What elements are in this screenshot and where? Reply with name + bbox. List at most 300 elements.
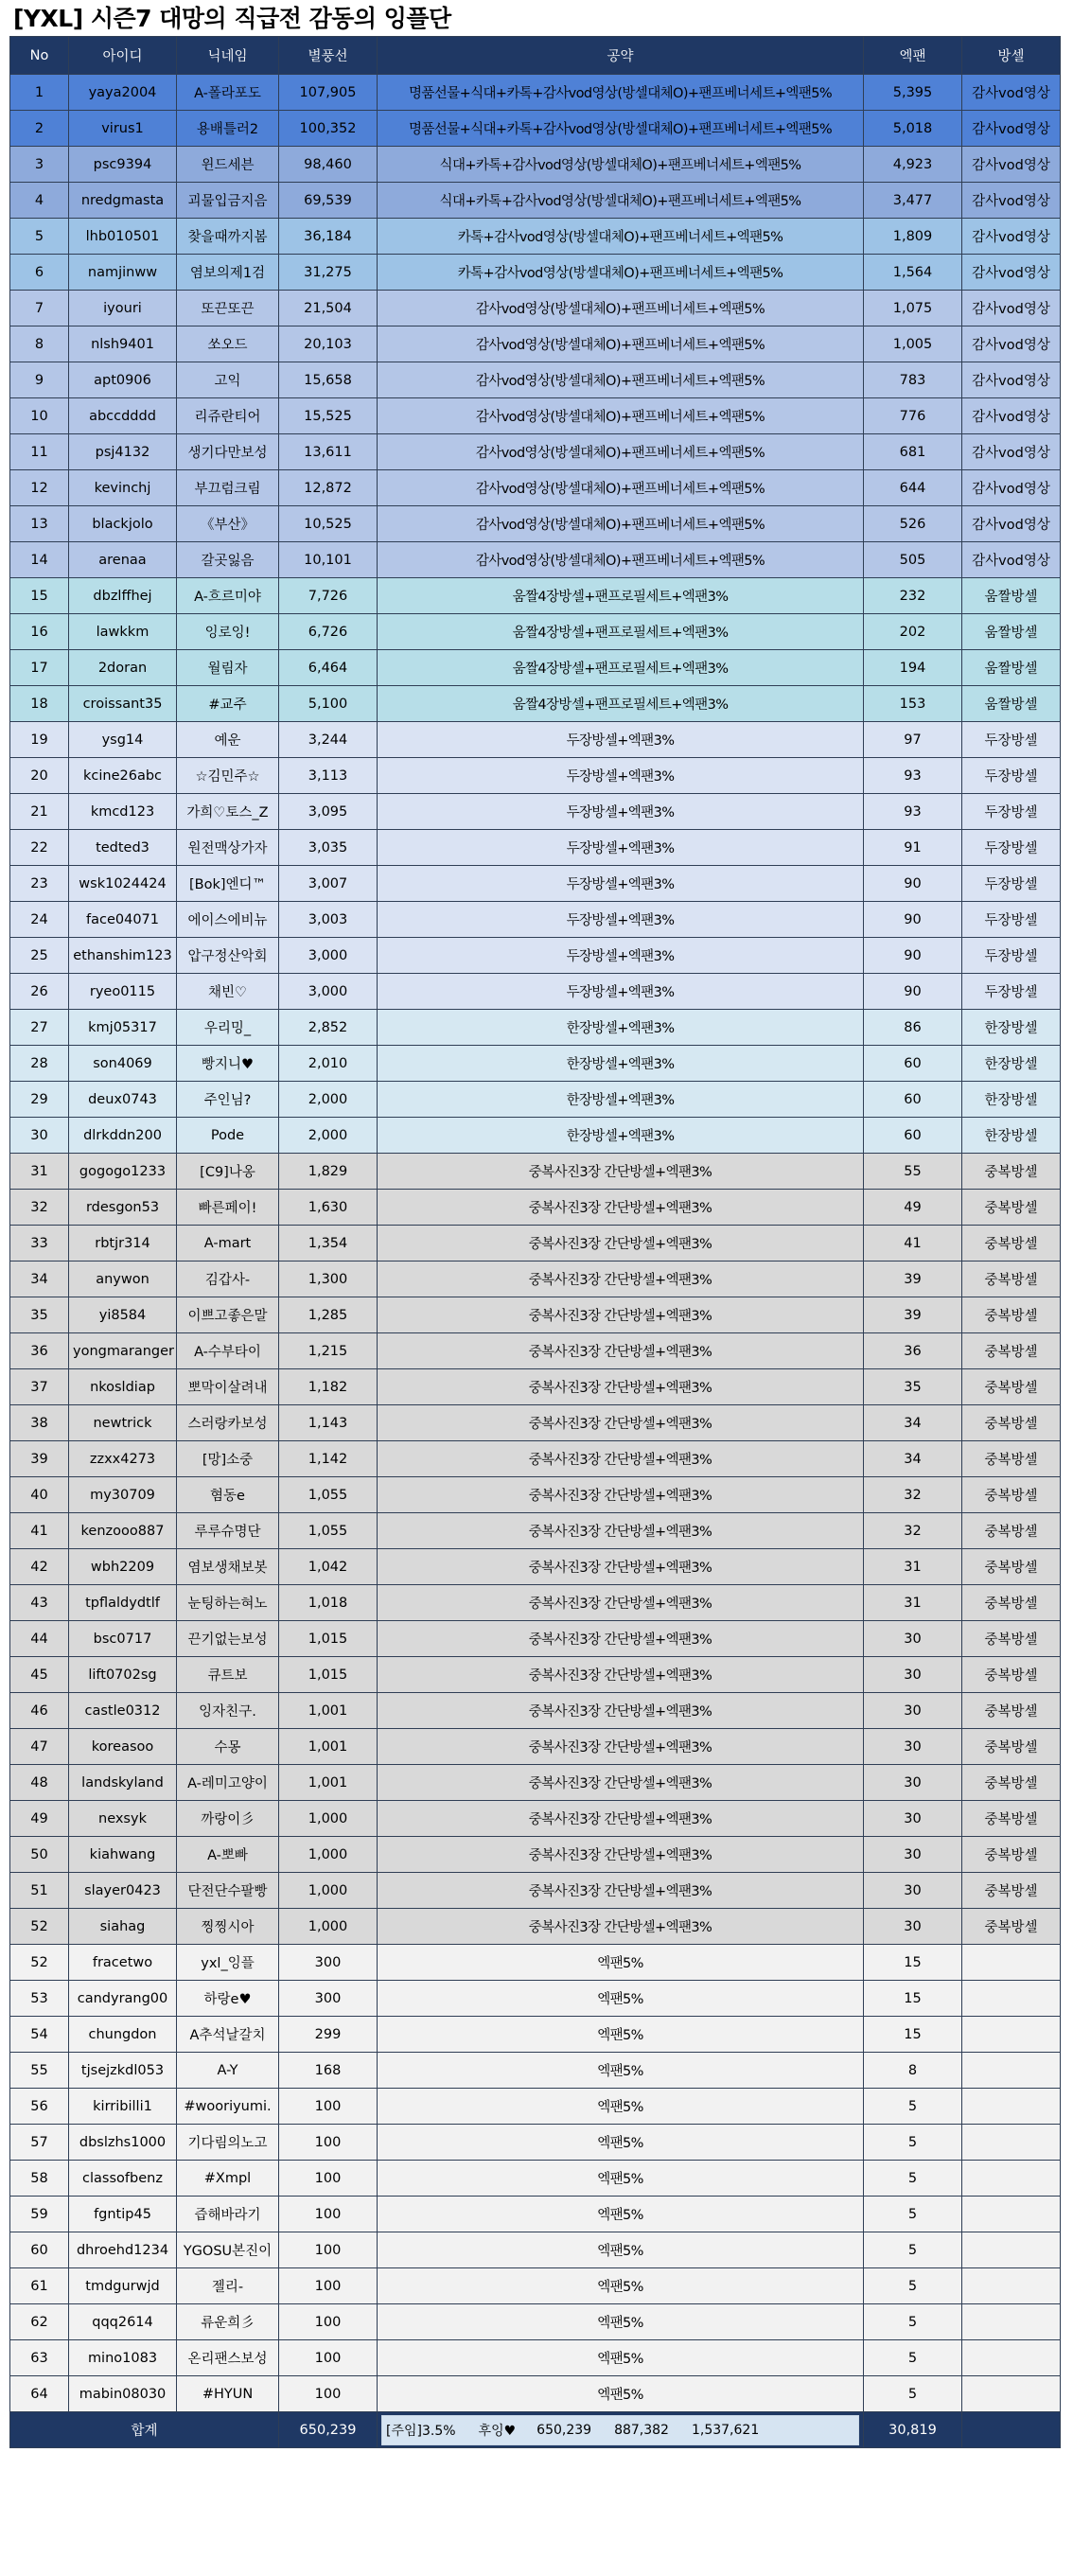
cell-no: 14 xyxy=(10,542,69,578)
cell-bangsel: 중복방셀 xyxy=(962,1693,1061,1729)
cell-pledge: 엑팬5% xyxy=(378,2304,864,2340)
cell-balloons: 3,003 xyxy=(279,902,378,938)
cell-balloons: 98,460 xyxy=(279,147,378,183)
cell-pledge: 한장방셀+엑팬3% xyxy=(378,1010,864,1046)
cell-nickname: yxl_잉플 xyxy=(177,1945,279,1981)
cell-no: 54 xyxy=(10,2017,69,2053)
cell-expan: 30 xyxy=(864,1801,962,1837)
cell-nickname: A-레미고양이 xyxy=(177,1765,279,1801)
cell-no: 52 xyxy=(10,1945,69,1981)
cell-bangsel: 감사vod영상 xyxy=(962,291,1061,326)
cell-expan: 30 xyxy=(864,1693,962,1729)
table-row xyxy=(10,470,1061,506)
cell-pledge: 중복사진3장 간단방셀+엑팬3% xyxy=(378,1441,864,1477)
cell-nickname: A-흐르미야 xyxy=(177,578,279,614)
cell-bangsel: 두장방셀 xyxy=(962,866,1061,902)
cell-expan: 32 xyxy=(864,1477,962,1513)
table-row xyxy=(10,434,1061,470)
cell-balloons: 1,001 xyxy=(279,1765,378,1801)
cell-balloons: 1,285 xyxy=(279,1297,378,1333)
cell-id: nkosldiap xyxy=(69,1369,177,1405)
cell-balloons: 2,000 xyxy=(279,1082,378,1118)
cell-id: yongmaranger xyxy=(69,1333,177,1369)
cell-bangsel xyxy=(962,2304,1061,2340)
cell-pledge: 두장방셀+엑팬3% xyxy=(378,758,864,794)
footer-total-balloons: 650,239 xyxy=(279,2412,378,2448)
cell-id: fgntip45 xyxy=(69,2197,177,2232)
cell-no: 49 xyxy=(10,1801,69,1837)
table-row xyxy=(10,2017,1061,2053)
cell-id: ethanshim123 xyxy=(69,938,177,974)
cell-balloons: 3,035 xyxy=(279,830,378,866)
cell-bangsel xyxy=(962,2376,1061,2412)
cell-nickname: 혐동e xyxy=(177,1477,279,1513)
cell-id: ysg14 xyxy=(69,722,177,758)
cell-id: rbtjr314 xyxy=(69,1226,177,1262)
cell-id: castle0312 xyxy=(69,1693,177,1729)
cell-nickname: 루루슈명단 xyxy=(177,1513,279,1549)
cell-no: 40 xyxy=(10,1477,69,1513)
cell-balloons: 20,103 xyxy=(279,326,378,362)
cell-pledge: 중복사진3장 간단방셀+엑팬3% xyxy=(378,1873,864,1909)
cell-id: lift0702sg xyxy=(69,1657,177,1693)
table-header-row xyxy=(10,37,1061,75)
cell-nickname: 뽀막이살려내 xyxy=(177,1369,279,1405)
cell-balloons: 2,852 xyxy=(279,1010,378,1046)
cell-balloons: 1,300 xyxy=(279,1262,378,1297)
cell-nickname: 압구정산악회 xyxy=(177,938,279,974)
cell-nickname: 큐트보 xyxy=(177,1657,279,1693)
cell-expan: 30 xyxy=(864,1657,962,1693)
cell-pledge: 두장방셀+엑팬3% xyxy=(378,830,864,866)
cell-balloons: 1,015 xyxy=(279,1621,378,1657)
cell-nickname: 우리밍_ xyxy=(177,1010,279,1046)
cell-balloons: 15,658 xyxy=(279,362,378,398)
cell-bangsel: 두장방셀 xyxy=(962,974,1061,1010)
cell-expan: 15 xyxy=(864,1981,962,2017)
cell-no: 63 xyxy=(10,2340,69,2376)
cell-id: my30709 xyxy=(69,1477,177,1513)
cell-balloons: 100 xyxy=(279,2089,378,2125)
cell-nickname: 까랑이彡 xyxy=(177,1801,279,1837)
cell-nickname: A-Y xyxy=(177,2053,279,2089)
cell-pledge: 두장방셀+엑팬3% xyxy=(378,902,864,938)
cell-balloons: 10,101 xyxy=(279,542,378,578)
cell-balloons: 1,000 xyxy=(279,1801,378,1837)
cell-no: 55 xyxy=(10,2053,69,2089)
cell-balloons: 299 xyxy=(279,2017,378,2053)
table-row xyxy=(10,1621,1061,1657)
cell-id: candyrang00 xyxy=(69,1981,177,2017)
cell-bangsel: 중복방셀 xyxy=(962,1226,1061,1262)
cell-expan: 90 xyxy=(864,866,962,902)
cell-balloons: 3,000 xyxy=(279,974,378,1010)
cell-nickname: 채빈♡ xyxy=(177,974,279,1010)
cell-bangsel: 감사vod영상 xyxy=(962,542,1061,578)
cell-pledge: 엑팬5% xyxy=(378,2125,864,2161)
table-row xyxy=(10,974,1061,1010)
cell-no: 13 xyxy=(10,506,69,542)
cell-id: dhroehd1234 xyxy=(69,2232,177,2268)
cell-nickname: ☆김민주☆ xyxy=(177,758,279,794)
cell-balloons: 3,000 xyxy=(279,938,378,974)
table-row xyxy=(10,794,1061,830)
cell-pledge: 움짤4장방셀+팬프로필세트+엑팬3% xyxy=(378,614,864,650)
cell-no: 64 xyxy=(10,2376,69,2412)
cell-balloons: 13,611 xyxy=(279,434,378,470)
table-row xyxy=(10,650,1061,686)
cell-bangsel xyxy=(962,2340,1061,2376)
cell-id: namjinww xyxy=(69,255,177,291)
cell-id: rdesgon53 xyxy=(69,1190,177,1226)
table-row xyxy=(10,2304,1061,2340)
cell-balloons: 1,000 xyxy=(279,1873,378,1909)
cell-balloons: 3,095 xyxy=(279,794,378,830)
cell-expan: 681 xyxy=(864,434,962,470)
table-row xyxy=(10,219,1061,255)
table-row xyxy=(10,902,1061,938)
cell-nickname: 월림자 xyxy=(177,650,279,686)
cell-nickname: 눈팅하는혀노 xyxy=(177,1585,279,1621)
table-row xyxy=(10,1765,1061,1801)
cell-nickname: 염보의제1검 xyxy=(177,255,279,291)
cell-expan: 1,005 xyxy=(864,326,962,362)
cell-nickname: 주인님? xyxy=(177,1082,279,1118)
cell-balloons: 1,001 xyxy=(279,1729,378,1765)
table-row xyxy=(10,255,1061,291)
table-row xyxy=(10,2376,1061,2412)
cell-no: 44 xyxy=(10,1621,69,1657)
cell-no: 29 xyxy=(10,1082,69,1118)
cell-balloons: 100 xyxy=(279,2340,378,2376)
cell-balloons: 1,042 xyxy=(279,1549,378,1585)
cell-expan: 194 xyxy=(864,650,962,686)
table-row xyxy=(10,542,1061,578)
cell-pledge: 중복사진3장 간단방셀+엑팬3% xyxy=(378,1369,864,1405)
cell-pledge: 움짤4장방셀+팬프로필세트+엑팬3% xyxy=(378,650,864,686)
cell-no: 43 xyxy=(10,1585,69,1621)
cell-balloons: 2,010 xyxy=(279,1046,378,1082)
cell-pledge: 감사vod영상(방셀대체O)+팬프베너세트+엑팬5% xyxy=(378,362,864,398)
cell-pledge: 중복사진3장 간단방셀+엑팬3% xyxy=(378,1729,864,1765)
cell-id: psj4132 xyxy=(69,434,177,470)
table-row xyxy=(10,1262,1061,1297)
cell-balloons: 300 xyxy=(279,1981,378,2017)
table-row xyxy=(10,1010,1061,1046)
cell-no: 50 xyxy=(10,1837,69,1873)
cell-nickname: 예운 xyxy=(177,722,279,758)
cell-bangsel: 중복방셀 xyxy=(962,1585,1061,1621)
cell-expan: 505 xyxy=(864,542,962,578)
cell-nickname: 끈기없는보성 xyxy=(177,1621,279,1657)
cell-expan: 776 xyxy=(864,398,962,434)
cell-id: koreasoo xyxy=(69,1729,177,1765)
cell-bangsel: 두장방셀 xyxy=(962,902,1061,938)
footer-rate: [주임]3.5% xyxy=(386,2423,456,2439)
table-row xyxy=(10,1729,1061,1765)
cell-bangsel: 감사vod영상 xyxy=(962,147,1061,183)
cell-balloons: 1,354 xyxy=(279,1226,378,1262)
cell-no: 52 xyxy=(10,1909,69,1945)
footer-sponsor-label: 후잉♥ xyxy=(478,2423,517,2439)
cell-balloons: 1,142 xyxy=(279,1441,378,1477)
cell-pledge: 중복사진3장 간단방셀+엑팬3% xyxy=(378,1909,864,1945)
cell-id: kevinchj xyxy=(69,470,177,506)
cell-bangsel: 한장방셀 xyxy=(962,1010,1061,1046)
cell-balloons: 6,464 xyxy=(279,650,378,686)
cell-balloons: 21,504 xyxy=(279,291,378,326)
header-nickname: 닉네임 xyxy=(177,37,279,75)
cell-pledge: 중복사진3장 간단방셀+엑팬3% xyxy=(378,1297,864,1333)
cell-balloons: 100,352 xyxy=(279,111,378,147)
cell-id: siahag xyxy=(69,1909,177,1945)
cell-no: 27 xyxy=(10,1010,69,1046)
table-row xyxy=(10,614,1061,650)
cell-nickname: 《부산》 xyxy=(177,506,279,542)
cell-expan: 34 xyxy=(864,1405,962,1441)
cell-balloons: 100 xyxy=(279,2161,378,2197)
cell-nickname: [C9]나옹 xyxy=(177,1154,279,1190)
cell-id: slayer0423 xyxy=(69,1873,177,1909)
cell-no: 16 xyxy=(10,614,69,650)
cell-expan: 1,075 xyxy=(864,291,962,326)
table-row xyxy=(10,1226,1061,1262)
cell-bangsel xyxy=(962,1981,1061,2017)
cell-nickname: 윈드세븐 xyxy=(177,147,279,183)
footer-summary-cell xyxy=(378,2412,864,2448)
cell-bangsel: 중복방셀 xyxy=(962,1154,1061,1190)
cell-expan: 39 xyxy=(864,1297,962,1333)
cell-no: 11 xyxy=(10,434,69,470)
table-row xyxy=(10,1909,1061,1945)
cell-expan: 39 xyxy=(864,1262,962,1297)
cell-bangsel: 중복방셀 xyxy=(962,1333,1061,1369)
cell-nickname: 쏘오드 xyxy=(177,326,279,362)
cell-expan: 5 xyxy=(864,2197,962,2232)
cell-id: zzxx4273 xyxy=(69,1441,177,1477)
cell-no: 57 xyxy=(10,2125,69,2161)
cell-expan: 4,923 xyxy=(864,147,962,183)
cell-nickname: 하랑e♥ xyxy=(177,1981,279,2017)
cell-pledge: 중복사진3장 간단방셀+엑팬3% xyxy=(378,1154,864,1190)
cell-id: yaya2004 xyxy=(69,75,177,111)
cell-balloons: 6,726 xyxy=(279,614,378,650)
cell-pledge: 엑팬5% xyxy=(378,1981,864,2017)
cell-id: newtrick xyxy=(69,1405,177,1441)
cell-balloons: 1,829 xyxy=(279,1154,378,1190)
cell-bangsel: 중복방셀 xyxy=(962,1909,1061,1945)
table-row xyxy=(10,1585,1061,1621)
cell-nickname: 기다림의노고 xyxy=(177,2125,279,2161)
cell-no: 48 xyxy=(10,1765,69,1801)
cell-no: 35 xyxy=(10,1297,69,1333)
cell-expan: 5 xyxy=(864,2304,962,2340)
table-row xyxy=(10,830,1061,866)
cell-no: 8 xyxy=(10,326,69,362)
cell-no: 60 xyxy=(10,2232,69,2268)
cell-pledge: 엑팬5% xyxy=(378,2197,864,2232)
cell-no: 59 xyxy=(10,2197,69,2232)
cell-expan: 35 xyxy=(864,1369,962,1405)
cell-no: 47 xyxy=(10,1729,69,1765)
cell-no: 23 xyxy=(10,866,69,902)
cell-pledge: 식대+카톡+감사vod영상(방셀대체O)+팬프베너세트+엑팬5% xyxy=(378,183,864,219)
cell-balloons: 3,007 xyxy=(279,866,378,902)
cell-expan: 3,477 xyxy=(864,183,962,219)
cell-id: yi8584 xyxy=(69,1297,177,1333)
table-row xyxy=(10,2161,1061,2197)
cell-bangsel: 움짤방셀 xyxy=(962,578,1061,614)
table-row xyxy=(10,866,1061,902)
cell-pledge: 감사vod영상(방셀대체O)+팬프베너세트+엑팬5% xyxy=(378,506,864,542)
table-row xyxy=(10,2089,1061,2125)
table-row xyxy=(10,938,1061,974)
cell-id: 2doran xyxy=(69,650,177,686)
cell-no: 22 xyxy=(10,830,69,866)
cell-expan: 31 xyxy=(864,1549,962,1585)
table-row xyxy=(10,147,1061,183)
cell-no: 34 xyxy=(10,1262,69,1297)
cell-expan: 15 xyxy=(864,2017,962,2053)
cell-bangsel xyxy=(962,2017,1061,2053)
cell-no: 5 xyxy=(10,219,69,255)
cell-pledge: 중복사진3장 간단방셀+엑팬3% xyxy=(378,1765,864,1801)
cell-pledge: 중복사진3장 간단방셀+엑팬3% xyxy=(378,1226,864,1262)
cell-balloons: 107,905 xyxy=(279,75,378,111)
cell-balloons: 1,182 xyxy=(279,1369,378,1405)
cell-id: abccdddd xyxy=(69,398,177,434)
cell-pledge: 감사vod영상(방셀대체O)+팬프베너세트+엑팬5% xyxy=(378,398,864,434)
cell-id: kmcd123 xyxy=(69,794,177,830)
table-row xyxy=(10,111,1061,147)
cell-pledge: 중복사진3장 간단방셀+엑팬3% xyxy=(378,1801,864,1837)
cell-pledge: 중복사진3장 간단방셀+엑팬3% xyxy=(378,1513,864,1549)
cell-nickname: 온리팬스보성 xyxy=(177,2340,279,2376)
cell-expan: 30 xyxy=(864,1873,962,1909)
cell-bangsel xyxy=(962,2232,1061,2268)
cell-nickname: 에이스에비뉴 xyxy=(177,902,279,938)
cell-bangsel xyxy=(962,2125,1061,2161)
cell-no: 24 xyxy=(10,902,69,938)
cell-nickname: 잉자친구. xyxy=(177,1693,279,1729)
table-body xyxy=(10,75,1061,2412)
cell-balloons: 1,000 xyxy=(279,1909,378,1945)
cell-nickname: 즙해바라기 xyxy=(177,2197,279,2232)
cell-nickname: 잉로잉! xyxy=(177,614,279,650)
table-row xyxy=(10,1118,1061,1154)
cell-balloons: 12,872 xyxy=(279,470,378,506)
cell-nickname: 단전단수팔빵 xyxy=(177,1873,279,1909)
cell-expan: 783 xyxy=(864,362,962,398)
cell-id: nexsyk xyxy=(69,1801,177,1837)
cell-balloons: 36,184 xyxy=(279,219,378,255)
cell-bangsel: 감사vod영상 xyxy=(962,255,1061,291)
cell-pledge: 한장방셀+엑팬3% xyxy=(378,1118,864,1154)
cell-no: 62 xyxy=(10,2304,69,2340)
cell-id: deux0743 xyxy=(69,1082,177,1118)
cell-pledge: 중복사진3장 간단방셀+엑팬3% xyxy=(378,1333,864,1369)
cell-no: 19 xyxy=(10,722,69,758)
cell-pledge: 엑팬5% xyxy=(378,2053,864,2089)
table-row xyxy=(10,1837,1061,1873)
cell-balloons: 100 xyxy=(279,2304,378,2340)
cell-id: wbh2209 xyxy=(69,1549,177,1585)
cell-id: psc9394 xyxy=(69,147,177,183)
table-row xyxy=(10,1513,1061,1549)
cell-expan: 5,395 xyxy=(864,75,962,111)
cell-expan: 30 xyxy=(864,1765,962,1801)
cell-id: virus1 xyxy=(69,111,177,147)
cell-nickname: 염보생채보봇 xyxy=(177,1549,279,1585)
cell-expan: 91 xyxy=(864,830,962,866)
cell-id: kenzooo887 xyxy=(69,1513,177,1549)
cell-no: 25 xyxy=(10,938,69,974)
cell-id: dlrkddn200 xyxy=(69,1118,177,1154)
table-row xyxy=(10,758,1061,794)
cell-balloons: 1,001 xyxy=(279,1693,378,1729)
cell-expan: 55 xyxy=(864,1154,962,1190)
cell-nickname: 스러랑카보성 xyxy=(177,1405,279,1441)
cell-no: 28 xyxy=(10,1046,69,1082)
cell-id: gogogo1233 xyxy=(69,1154,177,1190)
cell-no: 36 xyxy=(10,1333,69,1369)
cell-id: son4069 xyxy=(69,1046,177,1082)
cell-no: 9 xyxy=(10,362,69,398)
cell-pledge: 움짤4장방셀+팬프로필세트+엑팬3% xyxy=(378,686,864,722)
footer-value-1: 650,239 xyxy=(536,2422,592,2438)
cell-expan: 60 xyxy=(864,1118,962,1154)
cell-id: face04071 xyxy=(69,902,177,938)
cell-bangsel: 감사vod영상 xyxy=(962,470,1061,506)
cell-no: 31 xyxy=(10,1154,69,1190)
table-row xyxy=(10,722,1061,758)
cell-expan: 5 xyxy=(864,2161,962,2197)
cell-balloons: 31,275 xyxy=(279,255,378,291)
cell-balloons: 300 xyxy=(279,1945,378,1981)
cell-pledge: 카톡+감사vod영상(방셀대체O)+팬프베너세트+엑팬5% xyxy=(378,255,864,291)
cell-id: croissant35 xyxy=(69,686,177,722)
cell-expan: 86 xyxy=(864,1010,962,1046)
footer-empty xyxy=(962,2412,1061,2448)
table-row xyxy=(10,1549,1061,1585)
cell-no: 1 xyxy=(10,75,69,111)
cell-bangsel: 감사vod영상 xyxy=(962,434,1061,470)
cell-balloons: 168 xyxy=(279,2053,378,2089)
ranking-table xyxy=(9,36,1061,2448)
header-expan: 엑팬 xyxy=(864,37,962,75)
cell-id: tpflaldydtlf xyxy=(69,1585,177,1621)
cell-expan: 49 xyxy=(864,1190,962,1226)
table-row xyxy=(10,686,1061,722)
cell-bangsel: 중복방셀 xyxy=(962,1190,1061,1226)
cell-nickname: 찾을때까지봄 xyxy=(177,219,279,255)
cell-balloons: 1,018 xyxy=(279,1585,378,1621)
cell-bangsel: 중복방셀 xyxy=(962,1441,1061,1477)
cell-bangsel: 감사vod영상 xyxy=(962,183,1061,219)
cell-pledge: 중복사진3장 간단방셀+엑팬3% xyxy=(378,1837,864,1873)
table-row xyxy=(10,2053,1061,2089)
header-bangsel: 방셀 xyxy=(962,37,1061,75)
cell-bangsel xyxy=(962,2161,1061,2197)
cell-bangsel: 두장방셀 xyxy=(962,830,1061,866)
footer-value-2: 887,382 xyxy=(614,2422,669,2438)
cell-no: 32 xyxy=(10,1190,69,1226)
table-row xyxy=(10,2232,1061,2268)
cell-no: 2 xyxy=(10,111,69,147)
cell-id: dbzlffhej xyxy=(69,578,177,614)
cell-balloons: 100 xyxy=(279,2197,378,2232)
cell-no: 4 xyxy=(10,183,69,219)
